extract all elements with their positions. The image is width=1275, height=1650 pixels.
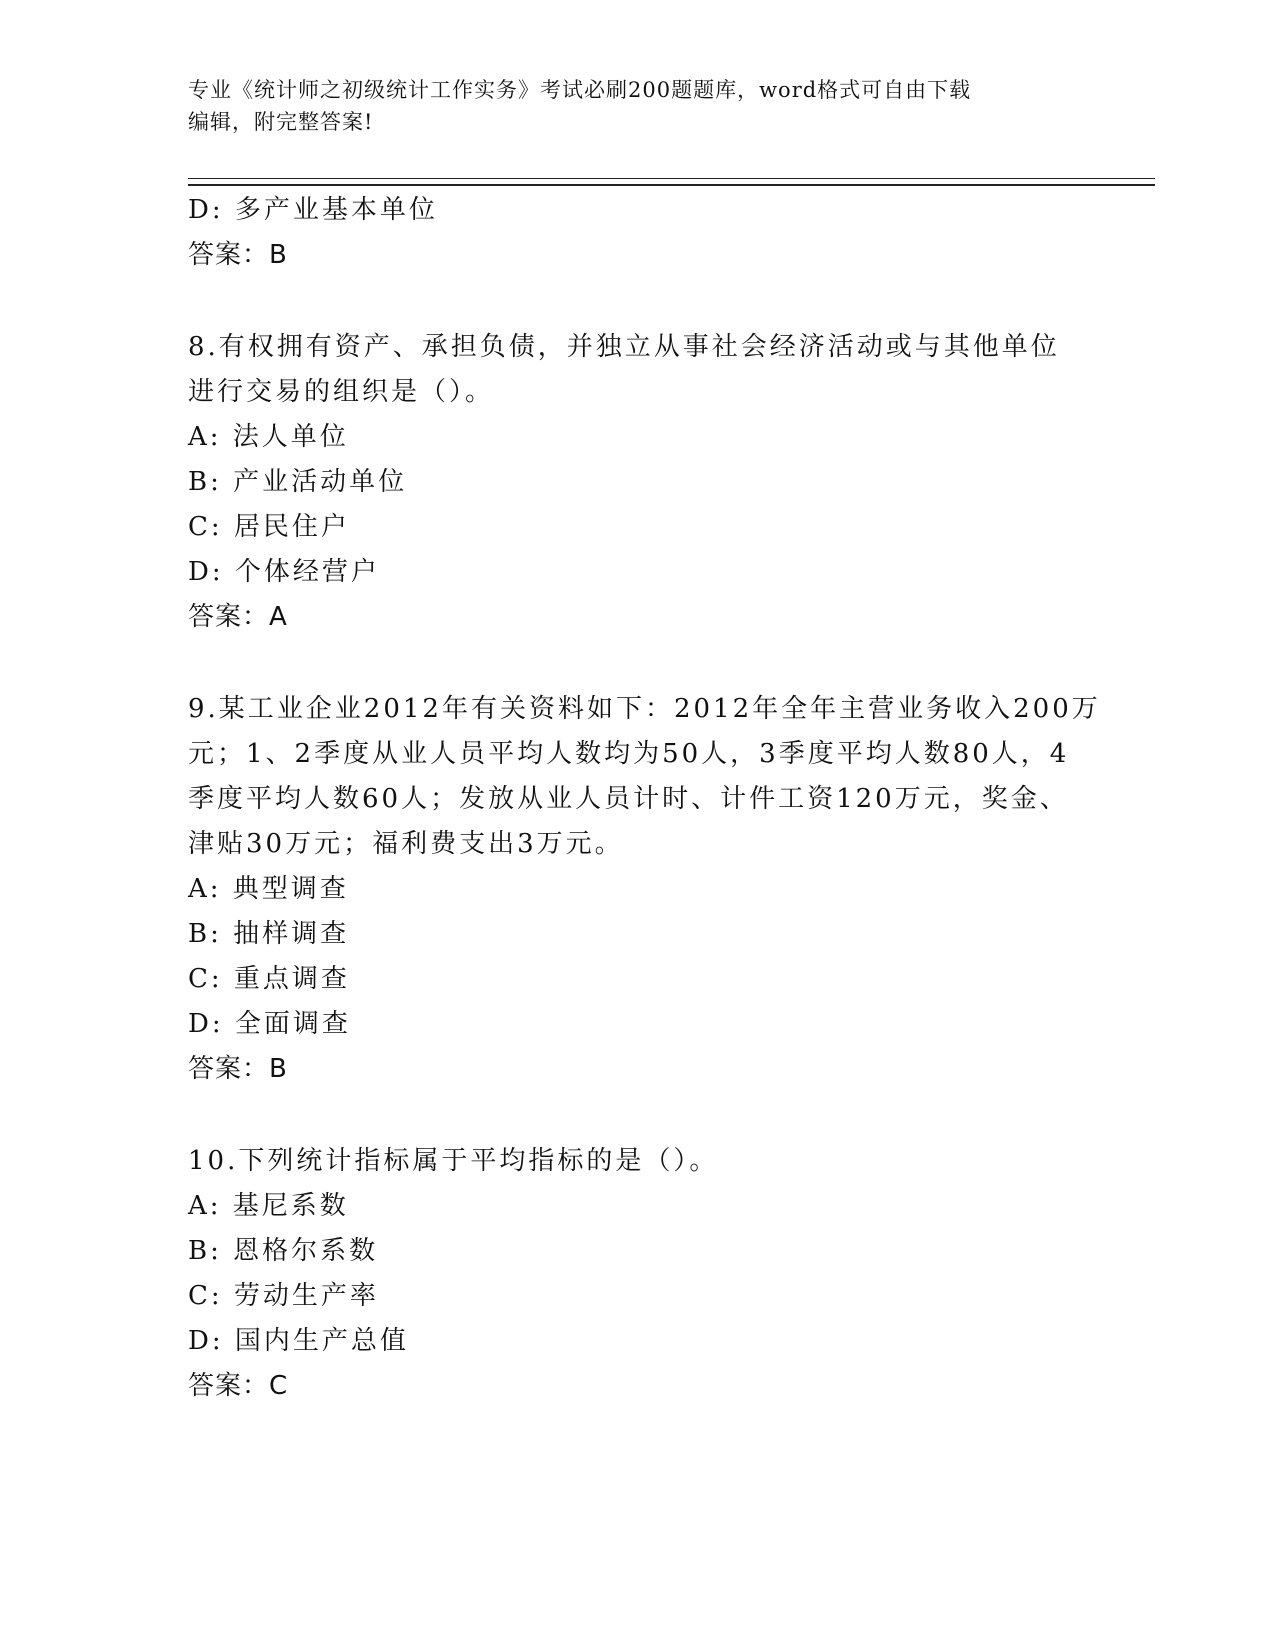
question-text-line: 元；1、2季度从业人员平均人数均为50人，3季度平均人数80人，4: [188, 739, 1070, 769]
option-b: B: 恩格尔系数: [188, 1236, 379, 1266]
answer: 答案：B: [188, 240, 288, 270]
previous-question-tail: [188, 188, 1088, 278]
option-d: D: 个体经营户: [188, 557, 380, 587]
option-c: C: 居民住户: [188, 512, 350, 542]
question-content: [188, 188, 1101, 1409]
option-d: D: 国内生产总值: [188, 1326, 409, 1356]
question-8: [188, 325, 1088, 640]
question-text-line: 季度平均人数60人；发放从业人员计时、计件工资120万元，奖金、: [188, 784, 1069, 814]
option-c: C: 重点调查: [188, 964, 350, 994]
question-10: [188, 1139, 1088, 1409]
header-line-2: 编辑，附完整答案!: [188, 110, 374, 134]
option-b: B: 产业活动单位: [188, 467, 408, 497]
answer: 答案：B: [188, 1054, 288, 1084]
option-a: A: 典型调查: [188, 874, 349, 904]
header-divider: [188, 178, 1155, 186]
question-text-line: 津贴30万元；福利费支出3万元。: [188, 829, 624, 859]
answer: 答案：A: [188, 602, 288, 632]
option-a: A: 基尼系数: [188, 1191, 349, 1221]
question-text-line: 8.有权拥有资产、承担负债，并独立从事社会经济活动或与其他单位: [188, 332, 1060, 362]
option-d: D: 多产业基本单位: [188, 195, 438, 225]
option-b: B: 抽样调查: [188, 919, 350, 949]
option-d: D: 全面调查: [188, 1009, 351, 1039]
header-line-1: 专业《统计师之初级统计工作实务》考试必刷200题题库，word格式可自由下载: [188, 78, 972, 102]
question-text-line: 9.某工业企业2012年有关资料如下：2012年全年主营业务收入200万: [188, 694, 1101, 724]
option-a: A: 法人单位: [188, 422, 349, 452]
answer: 答案：C: [188, 1371, 289, 1401]
question-text-line: 10.下列统计指标属于平均指标的是（）。: [188, 1146, 719, 1176]
question-text-line: 进行交易的组织是（）。: [188, 377, 495, 407]
question-9: [188, 687, 1101, 1092]
page-header: [188, 74, 1068, 138]
option-c: C: 劳动生产率: [188, 1281, 379, 1311]
